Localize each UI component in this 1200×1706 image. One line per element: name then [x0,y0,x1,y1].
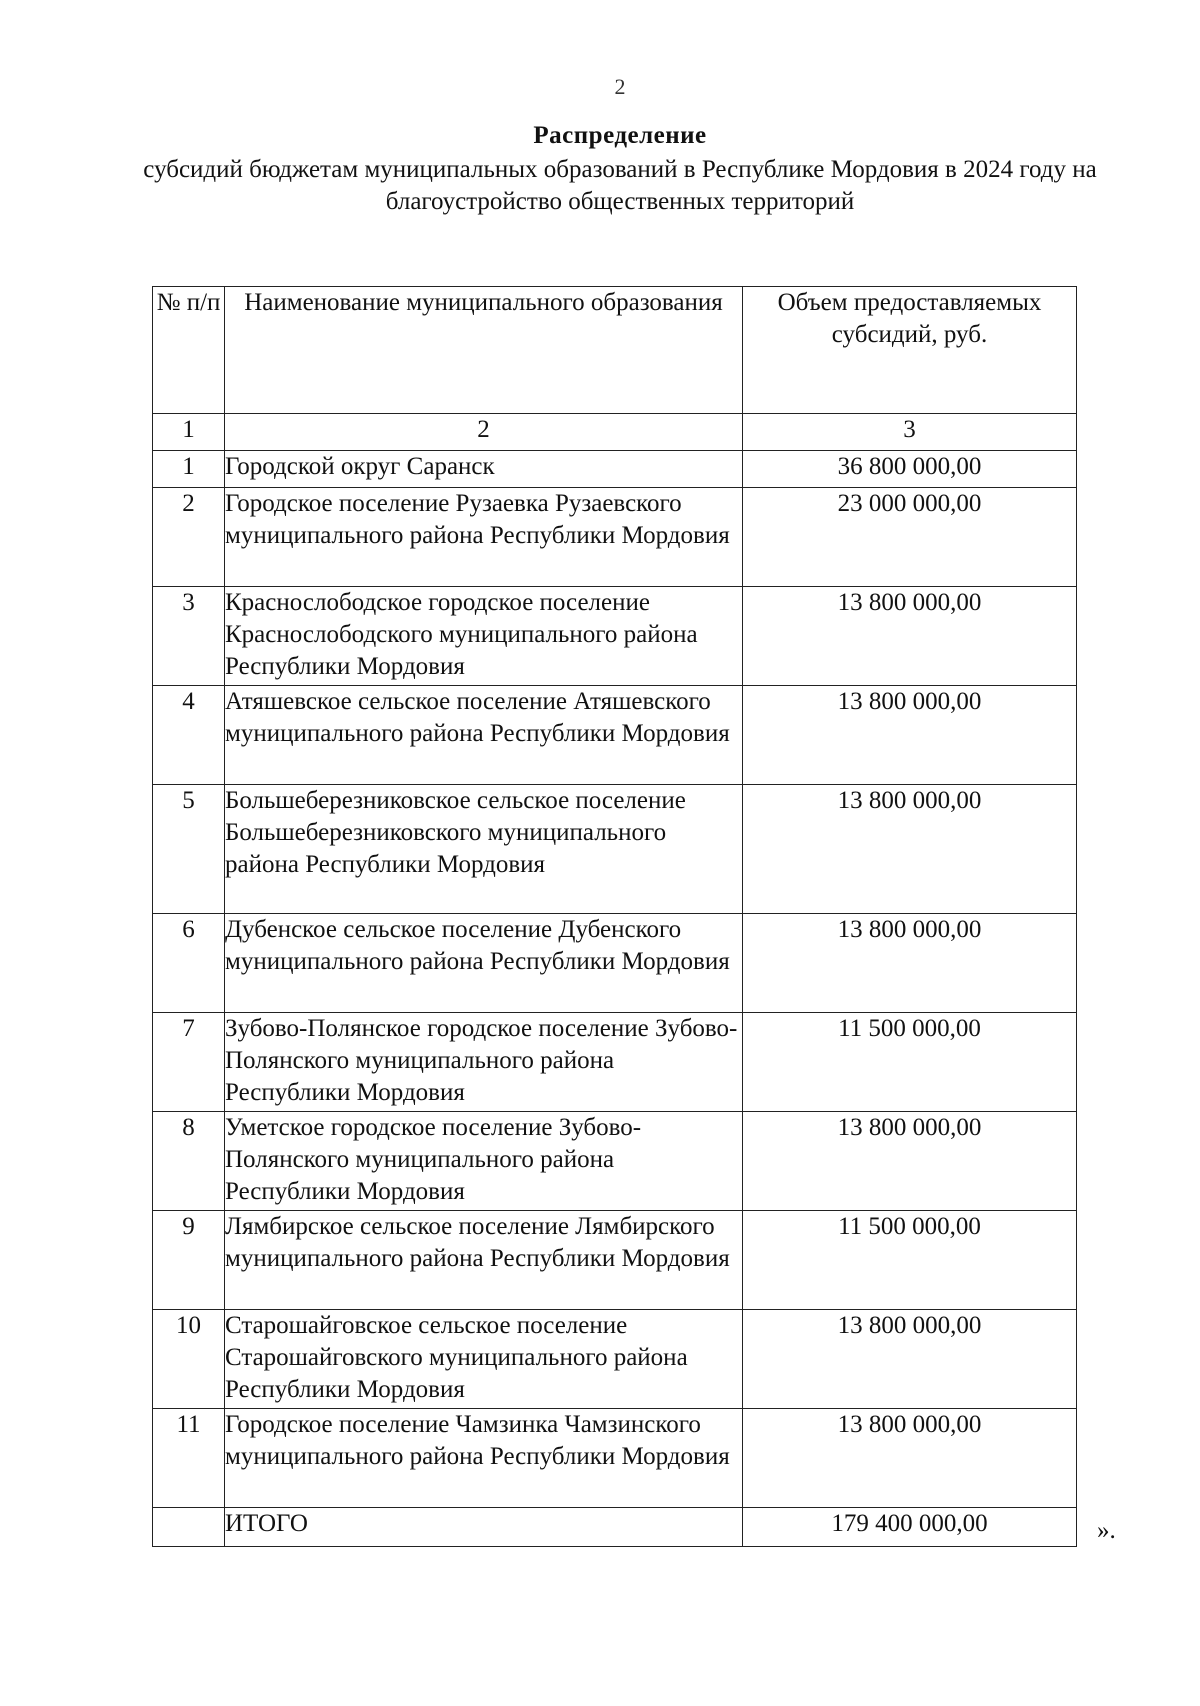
municipality-name: Дубенское сельское поселение Дубенского муниципального района Республики Мордовия [225,914,743,1013]
subsidy-amount: 13 800 000,00 [743,587,1077,686]
row-number: 10 [153,1310,225,1409]
municipality-name: Краснослободское городское поселение Краснослободского муниципального района Республики Мордовия [225,587,743,686]
table-row [153,914,1077,1013]
subsidy-amount: 11 500 000,00 [743,1013,1077,1112]
table-row [153,1211,1077,1310]
total-label: ИТОГО [225,1508,743,1547]
municipality-name: Старошайговское сельское поселение Старошайговского муниципального района Республики Мордовия [225,1310,743,1409]
column-number: 1 [153,414,225,451]
total-row [153,1508,1077,1547]
document-title: Распределение [533,122,707,149]
column-number: 3 [743,414,1077,451]
subsidy-amount: 13 800 000,00 [743,686,1077,785]
subsidy-amount: 13 800 000,00 [743,1112,1077,1211]
column-number-row [153,414,1077,451]
table-row [153,451,1077,488]
subsidy-distribution-table [152,286,1077,1547]
row-number: 3 [153,587,225,686]
header-name: Наименование муниципального образования [225,287,743,414]
municipality-name: Городской округ Саранск [225,451,743,488]
table-row [153,1013,1077,1112]
municipality-name: Лямбирское сельское поселение Лямбирского муниципального района Республики Мордовия [225,1211,743,1310]
subsidy-amount: 13 800 000,00 [743,785,1077,914]
page-number: 2 [614,74,626,99]
row-number: 11 [153,1409,225,1508]
header-amount: Объем предоставляемых субсидий, руб. [743,287,1077,414]
closing-quote-mark: ». [1097,1517,1116,1544]
total-amount: 179 400 000,00 [743,1508,1077,1547]
table-row [153,686,1077,785]
municipality-name: Большеберезниковское сельское поселение Большеберезниковского муниципального района Республики Мордовия [225,785,743,914]
subsidy-amount: 11 500 000,00 [743,1211,1077,1310]
subsidy-amount: 13 800 000,00 [743,1310,1077,1409]
municipality-name: Городское поселение Рузаевка Рузаевского муниципального района Республики Мордовия [225,488,743,587]
row-number: 6 [153,914,225,1013]
table-row [153,785,1077,914]
row-number: 4 [153,686,225,785]
column-number: 2 [225,414,743,451]
subsidy-amount: 13 800 000,00 [743,1409,1077,1508]
table-row [153,1409,1077,1508]
municipality-name: Уметское городское поселение Зубово-Полянского муниципального района Республики Мордовия [225,1112,743,1211]
subsidy-amount: 13 800 000,00 [743,914,1077,1013]
municipality-name: Атяшевское сельское поселение Атяшевского муниципального района Республики Мордовия [225,686,743,785]
total-num-cell [153,1508,225,1547]
row-number: 5 [153,785,225,914]
row-number: 9 [153,1211,225,1310]
table-row [153,587,1077,686]
row-number: 7 [153,1013,225,1112]
table-row [153,1112,1077,1211]
subsidy-amount: 23 000 000,00 [743,488,1077,587]
row-number: 1 [153,451,225,488]
table-header-row [153,287,1077,414]
subsidy-amount: 36 800 000,00 [743,451,1077,488]
table-row [153,488,1077,587]
row-number: 2 [153,488,225,587]
document-subtitle: субсидий бюджетам муниципальных образований в Республике Мордовия в 2024 году на благоустройство общественных территорий [143,156,1097,215]
table-row [153,1310,1077,1409]
row-number: 8 [153,1112,225,1211]
municipality-name: Зубово-Полянское городское поселение Зубово-Полянского муниципального района Республики Мордовия [225,1013,743,1112]
header-num: № п/п [153,287,225,414]
municipality-name: Городское поселение Чамзинка Чамзинского муниципального района Республики Мордовия [225,1409,743,1508]
